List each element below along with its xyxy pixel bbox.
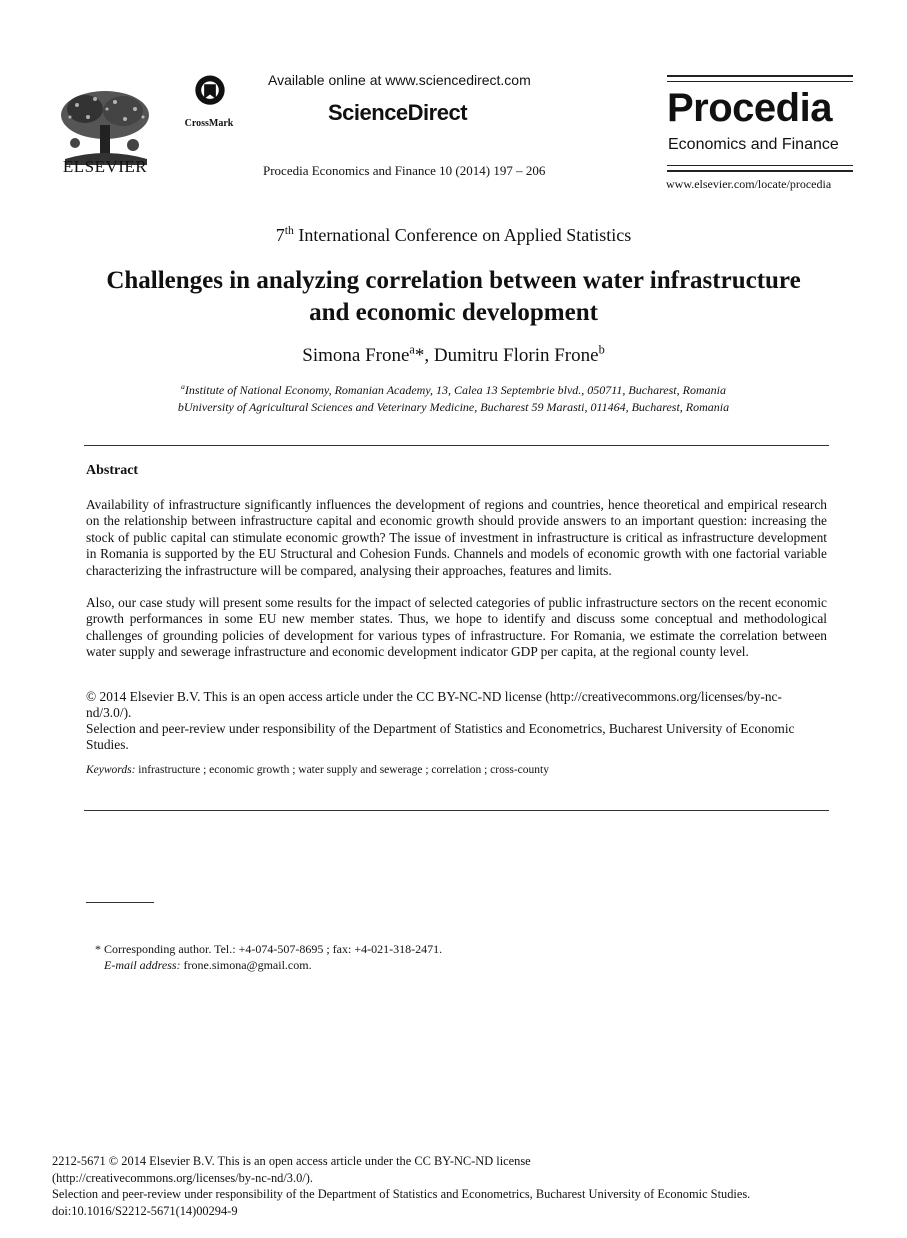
procedia-rule [667, 81, 853, 82]
divider [84, 445, 829, 446]
crossmark-icon[interactable] [180, 74, 240, 118]
corresponding-marker: * [414, 345, 425, 366]
affiliation-a [0, 383, 907, 398]
email-address[interactable]: frone.simona@gmail.com. [180, 958, 312, 972]
paper-title: Challenges in analyzing correlation between water infrastructure and economic development [106, 267, 801, 326]
conference-title: International Conference on Applied Statistics [293, 225, 632, 245]
footer-doi[interactable]: doi:10.1016/S2212-5671(14)00294-9 [52, 1203, 238, 1218]
author-name: Dumitru Florin Frone [433, 345, 599, 366]
affiliation-text: Institute of National Economy, Romanian Academy, 13, Calea 13 Septembrie blvd., 050711, Bucharest, Romania [184, 383, 726, 397]
conference-name [0, 225, 907, 246]
crossmark-label: CrossMark [184, 118, 234, 129]
journal-citation: Procedia Economics and Finance 10 (2014) 197 – 206 [263, 163, 546, 178]
abstract-paragraph: Availability of infrastructure significantly influences the development of regions and countries, hence theoretical and empirical research on the relationship between infrastructure capital and economic growth should provide answers to an important question: increasing the stock of public capital can stimulate economic growth? The issue of investment in infrastructure is critical as infrastructure development in Romania is supported by the EU Structural and Cohesion Funds. Channels and models of economic growth with one factorial variable characterizing the infrastructure will be compared, analysing their approaches, features and limits. [86, 497, 827, 578]
abstract-paragraph: Also, our case study will present some results for the impact of selected categories of public infrastructure sectors on the recent economic growth performances in some EU new member states. Thus, we hope to identify and discuss some conceptual and methodological challenges of grounding policies of development for various types of infrastructure. For Romania, we estimate the correlation between water supply and sewerage infrastructure and economic development indicator GDP per capita, at the regional county level. [86, 595, 827, 660]
procedia-rule [667, 165, 853, 166]
procedia-logo: Procedia [667, 86, 832, 130]
procedia-rule [667, 170, 853, 172]
author-separator: , [424, 345, 434, 366]
procedia-rule [667, 75, 853, 77]
copyright-notice: © 2014 Elsevier B.V. This is an open access article under the CC BY-NC-ND license (http://creativecommons.org/licenses/by-nc-nd/3.0/). [86, 689, 782, 721]
keywords-list: infrastructure ; economic growth ; water supply and sewerage ; correlation ; cross-county [135, 764, 549, 776]
abstract-heading: Abstract [86, 463, 139, 478]
keywords-label: Keywords: [86, 764, 136, 776]
affiliation-marker: a [181, 382, 185, 391]
footer-peer-review: Selection and peer-review under responsibility of the Department of Statistics and Econometrics, Bucharest University of Economic Studies. [52, 1187, 751, 1202]
conference-ordinal: 7 [275, 225, 285, 245]
sciencedirect-logo: ScienceDirect [328, 100, 468, 125]
divider [84, 810, 829, 811]
procedia-subtitle: Economics and Finance [668, 136, 839, 153]
keywords-line [86, 764, 549, 776]
page-footer [52, 1153, 872, 1219]
affiliation-marker: b [598, 342, 605, 357]
footer-license-link[interactable]: (http://creativecommons.org/licenses/by-nc-nd/3.0/). [52, 1170, 313, 1185]
author-list [0, 342, 907, 367]
email-note [104, 958, 312, 973]
corresponding-author-note: * Corresponding author. Tel.: +4-074-507-8695 ; fax: +4-021-318-2471. [95, 942, 443, 956]
affiliation-b: bUniversity of Agricultural Sciences and Veterinary Medicine, Bucharest 59 Marasti, 011464, Bucharest, Romania [177, 400, 730, 414]
footer-issn-line: 2212-5671 © 2014 Elsevier B.V. This is an open access article under the CC BY-NC-ND license [52, 1154, 531, 1168]
footnote-rule [86, 902, 154, 903]
author-name: Simona Frone [302, 345, 410, 366]
affiliation-marker: a [409, 342, 415, 357]
peer-review-notice: Selection and peer-review under responsibility of the Department of Statistics and Econometrics, Bucharest University of Economic Studies. [86, 721, 795, 753]
available-online-text: Available online at www.sciencedirect.com [268, 72, 531, 88]
journal-url-link[interactable]: www.elsevier.com/locate/procedia [666, 177, 832, 191]
conference-ordinal-suffix: th [284, 224, 294, 237]
email-label: E-mail address: [104, 958, 181, 972]
elsevier-wordmark: ELSEVIER [62, 157, 148, 176]
